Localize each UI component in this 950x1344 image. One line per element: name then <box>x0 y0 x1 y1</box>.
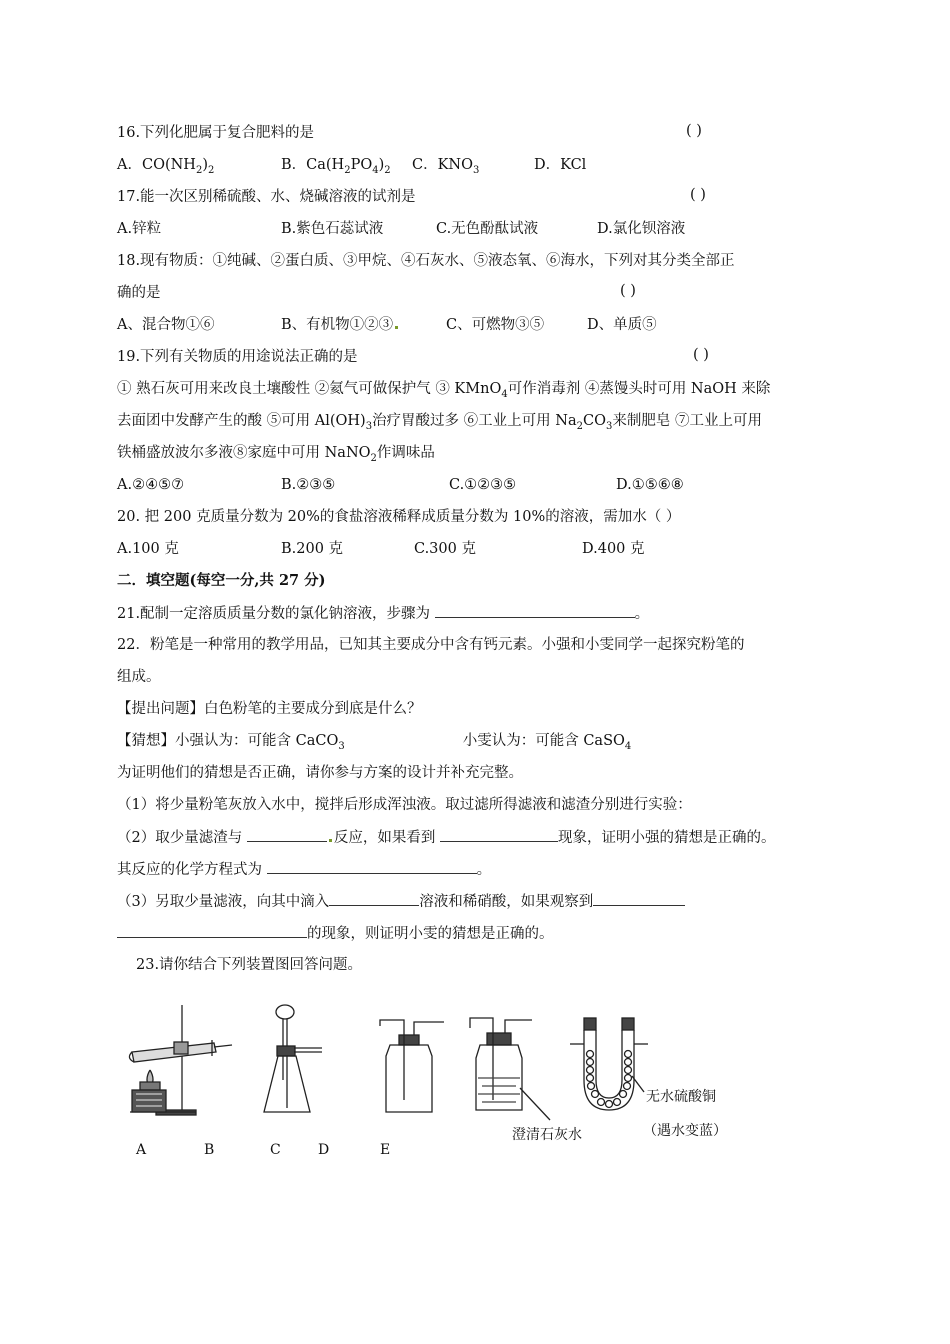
q22-step3-cont: 的现象，则证明小雯的猜想是正确的。 <box>117 923 554 944</box>
q22-blank-reagent[interactable] <box>247 827 327 842</box>
q18-option-c[interactable]: C、可燃物③⑤ <box>446 317 545 333</box>
apparatus-a-icon <box>129 1005 232 1115</box>
q22-blank-phenomenon[interactable] <box>440 827 558 842</box>
q17-stem: 17.能一次区别稀硫酸、水、烧碱溶液的试剂是 <box>117 189 416 205</box>
q19-answer-paren[interactable]: ( ) <box>693 347 709 363</box>
label-d: D <box>318 1142 330 1158</box>
apparatus-c-icon <box>380 1020 444 1112</box>
label-c: C <box>270 1142 281 1158</box>
q17-option-d[interactable]: D.氯化钡溶液 <box>597 221 686 237</box>
q20-option-c[interactable]: C.300 克 <box>414 541 476 557</box>
green-mark-icon <box>395 326 398 329</box>
q22-question: 【提出问题】白色粉笔的主要成分到底是什么？ <box>117 701 422 717</box>
q19-option-a[interactable]: A.②④⑤⑦ <box>117 477 185 493</box>
q17-option-a[interactable]: A.锌粒 <box>117 221 162 237</box>
green-mark-icon <box>329 839 332 842</box>
label-b: B <box>204 1142 215 1158</box>
q21-line: 21.配制一定溶质质量分数的氯化钠溶液，步骤为 。 <box>117 603 649 624</box>
q16-option-d[interactable]: D．KCl <box>534 157 587 173</box>
q22-line2: 组成。 <box>117 669 161 685</box>
q18-answer-paren[interactable]: ( ) <box>620 283 636 299</box>
q16-option-c[interactable]: C．$KNO_3$ <box>412 157 480 176</box>
q23-stem: 23.请你结合下列装置图回答问题。 <box>136 957 363 973</box>
q22-hypothesis: 【猜想】小强认为：可能含 CaCO$_3$ 小雯认为：可能含 CaSO$_4$ <box>117 733 632 752</box>
q22-step3: （3）另取少量滤液，向其中滴入 溶液和稀硝酸，如果观察到 <box>117 891 685 912</box>
q22-blank-observe-part2[interactable] <box>117 923 307 938</box>
q17-option-b[interactable]: B.紫色石蕊试液 <box>281 221 384 237</box>
q21-blank[interactable] <box>435 603 635 618</box>
apparatus-e-icon <box>570 1018 648 1110</box>
q18-option-d[interactable]: D、单质⑤ <box>587 317 657 333</box>
q19-option-b[interactable]: B.②③⑤ <box>281 477 336 493</box>
apparatus-d-icon <box>470 1018 550 1120</box>
label-cuso4: 无水硫酸铜 <box>646 1089 716 1105</box>
q17-option-c[interactable]: C.无色酚酞试液 <box>436 221 539 237</box>
q18-stem-line1: 18.现有物质：①纯碱、②蛋白质、③甲烷、④石灰水、⑤液态氧、⑥海水，下列对其分类全部正 <box>117 253 735 269</box>
q20-option-d[interactable]: D.400 克 <box>582 541 645 557</box>
q19-option-c[interactable]: C.①②③⑤ <box>449 477 517 493</box>
q22-blank-observe-part1[interactable] <box>593 891 685 906</box>
q16-option-a[interactable]: A．$CO(NH_2)_2$ <box>117 157 215 176</box>
label-lime-water: 澄清石灰水 <box>512 1127 582 1143</box>
q20-option-b[interactable]: B.200 克 <box>281 541 344 557</box>
q22-blank-equation[interactable] <box>267 859 477 874</box>
q19-statement-line1: ① 熟石灰可用来改良土壤酸性 ②氦气可做保护气 ③ KMnO$_4$可作消毒剂 ④蒸馒头时可用 NaOH 来除 <box>117 381 771 400</box>
apparatus-b-icon <box>264 1005 322 1112</box>
q16-stem: 16.下列化肥属于复合肥料的是 <box>117 125 315 141</box>
q22-equation-line: 其反应的化学方程式为 。 <box>117 859 491 880</box>
q20-stem: 20. 把 200 克质量分数为 20%的食盐溶液稀释成质量分数为 10%的溶液，需加水（ ） <box>117 509 681 525</box>
q16-option-b[interactable]: B．$Ca(H_2PO_4)_2$ <box>281 157 391 176</box>
q18-option-a[interactable]: A、混合物①⑥ <box>117 317 215 333</box>
q22-step2: （2）取少量滤渣与 反应，如果看到 现象，证明小强的猜想是正确的。 <box>117 827 775 848</box>
label-cuso4-note: （遇水变蓝） <box>643 1123 727 1139</box>
label-e: E <box>380 1142 391 1158</box>
q18-stem-line2: 确的是 <box>117 285 161 301</box>
q22-line5: 为证明他们的猜想是否正确，请你参与方案的设计并补充完整。 <box>117 765 523 781</box>
section-heading: 二．填空题(每空一分,共 27 分) <box>117 572 326 589</box>
q22-line1: 22．粉笔是一种常用的教学用品，已知其主要成分中含有钙元素。小强和小雯同学一起探究粉笔的 <box>117 637 745 653</box>
q20-option-a[interactable]: A.100 克 <box>117 541 179 557</box>
q18-option-b[interactable]: B、有机物①②③ <box>281 315 400 335</box>
q19-statement-line3: 铁桶盛放波尔多液⑧家庭中可用 NaNO$_2$作调味品 <box>117 445 435 464</box>
q17-answer-paren[interactable]: ( ) <box>690 187 706 203</box>
q22-step1: （1）将少量粉笔灰放入水中，搅拌后形成浑浊液。取过滤所得滤液和滤渣分别进行实验： <box>117 797 692 813</box>
q19-option-d[interactable]: D.①⑤⑥⑧ <box>616 477 684 493</box>
q19-stem: 19.下列有关物质的用途说法正确的是 <box>117 349 358 365</box>
q22-blank-solution[interactable] <box>329 891 419 906</box>
q16-answer-paren[interactable]: ( ) <box>686 123 702 139</box>
label-a: A <box>136 1142 147 1158</box>
q19-statement-line2: 去面团中发酵产生的酸 ⑤可用 $Al(OH)_3$治疗胃酸过多 ⑥工业上可用 $Na_2CO_3$来制肥皂 ⑦工业上可用 <box>117 413 762 432</box>
